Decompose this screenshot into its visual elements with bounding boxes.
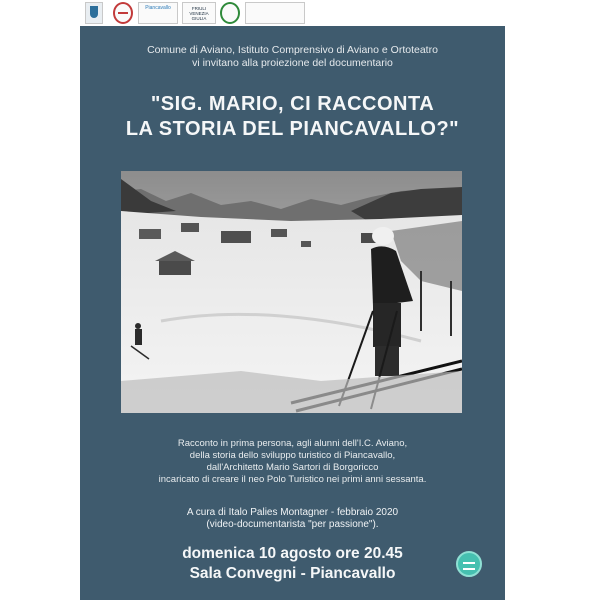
description-line-3: dall'Architetto Mario Sartori di Borgoricco bbox=[206, 462, 379, 473]
title-line-1: "SIG. MARIO, CI RACCONTA bbox=[150, 93, 435, 115]
sponsor-badge-icon bbox=[456, 551, 482, 577]
municipality-crest-icon bbox=[85, 2, 103, 24]
fvg-logo-text: FRIULI VENEZIA GIULIA bbox=[189, 6, 209, 21]
description-line-2: della storia dello sviluppo turistico di Piancavallo, bbox=[189, 450, 396, 461]
fvg-region-logo bbox=[182, 2, 216, 24]
partner-logo-icon bbox=[220, 2, 240, 24]
event-date: domenica 10 agosto ore 20.45 bbox=[182, 545, 403, 562]
credit-line-2: (video-documentarista "per passione"). bbox=[206, 519, 379, 530]
invite-line-2: vi invitano alla proiezione del documentario bbox=[192, 57, 393, 69]
poster bbox=[80, 0, 505, 600]
invite-line-1: Comune di Aviano, Istituto Comprensivo di Aviano e Ortoteatro bbox=[147, 44, 438, 56]
title-line-2: LA STORIA DEL PIANCAVALLO?" bbox=[125, 118, 460, 140]
description-line-1: Racconto in prima persona, agli alunni dell'I.C. Aviano, bbox=[177, 438, 408, 449]
piancavallo-logo bbox=[138, 2, 178, 24]
event-place: Sala Convegni - Piancavallo bbox=[189, 565, 396, 582]
school-logo-icon bbox=[113, 2, 133, 24]
historic-ski-photo bbox=[121, 171, 462, 413]
sponsor-logo-strip bbox=[80, 0, 505, 26]
credit-line-1: A cura di Italo Palies Montagner - febbraio 2020 bbox=[186, 507, 399, 518]
piancavallo-logo-text: Piancavallo bbox=[145, 5, 171, 11]
description-line-4: incaricato di creare il neo Polo Turistico nei primi anni sessanta. bbox=[158, 474, 427, 485]
partner-text-logo bbox=[245, 2, 305, 24]
